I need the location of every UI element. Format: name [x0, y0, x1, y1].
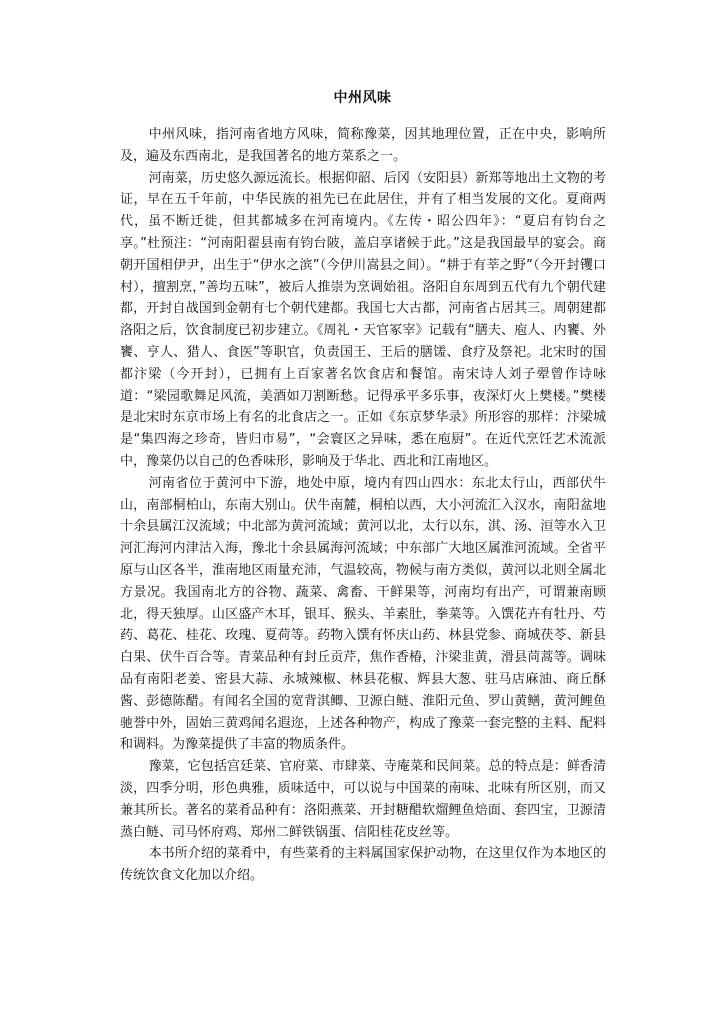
body-text — [120, 124, 606, 887]
paragraph-characteristics: 豫菜，它包括宫廷菜、官府菜、市肆菜、寺庵菜和民间菜。总的特点是：鲜香清淡，四季分明，形色典雅，质味适中，可以说与中国菜的南味、北味有所区别，而又兼其所长。著名的菜肴品种有：洛阳燕菜、开封糖醋软熘鲤鱼焙面、套四宝，卫源清蒸白鲢、司马怀府鸡、郑州二鲜铁锅蛋、信阳桂花皮丝等。 — [120, 759, 606, 840]
paragraph-note: 本书所介绍的菜肴中，有些菜肴的主料属国家保护动物，在这里仅作为本地区的传统饮食文化加以介绍。 — [120, 846, 606, 884]
paragraph-geography: 河南省位于黄河中下游，地处中原，境内有四山四水：东北太行山，西部伏牛山，南部桐柏山，东南大别山。伏牛南麓，桐柏以西，大小河流汇入汉水，南阳盆地十余县属江汉流域；中北部为黄河流域；黄河以北，太行以东，淇、汤、洹等水入卫河汇海河内津沽入海，豫北十余县属海河流域；中东部广大地区属淮河流域。全省平原与山区各半，淮南地区雨量充沛，气温较高，物候与南方类似，黄河以北则全属北方景况。我国南北方的谷物、蔬菜、禽畜、干鲜果等，河南均有出产，可谓兼南顾北，得天独厚。山区盛产木耳，银耳、猴头、羊素肚，拳菜等。入馔花卉有牡丹、芍药、葛花、桂花、玫瑰、夏荷等。药物入馔有怀庆山药、林县党参、商城茯苓、新县白果、伏牛百合等。青菜品种有封丘贡芹，焦作香椿，汴梁韭黄，滑县苘蒿等。调味品有南阳老姜、密县大蒜、永城辣椒、林县花椒、辉县大葱、驻马店麻油、商丘酥酱、彭德陈醋。有闻名全国的宽背淇鲫、卫源白鲢、淮阳元鱼、罗山黄鳝，黄河鲤鱼驰誉中外，固始三黄鸡闻名遐迩，上述各种物产，构成了豫菜一套完整的主料、配料和调料。为豫菜提供了丰富的物质条件。 — [120, 475, 606, 753]
paragraph-history: 河南菜，历史悠久源远流长。根据仰韶、后冈（安阳县）新郑等地出土文物的考证，早在五千年前，中华民族的祖先已在此居住，并有了相当发展的文化。夏商两代，虽不断迁徙，但其都城多在河南境内。《左传・昭公四年》：“夏启有钧台之享。”杜预注：“河南阳翟县南有钧台陂，盖启享诸候于此。”这是我国最早的宴会。商朝开国相伊尹，出生于“伊水之滨”（今伊川嵩县之间）。“耕于有莘之野”（今开封䦆口村），擅割烹，”善均五味”，被后人推崇为烹调始祖。洛阳自东周到五代有九个朝代建都，开封自战国到金朝有七个朝代建都。我国七大古都，河南省占居其三。周朝建都洛阳之后，饮食制度已初步建立。《周礼・天官冢宰》记载有“膳夫、庖人、内饔、外饔、亨人、猎人、食医”等职官，负责国王、王后的膳馐、食疗及祭祀。北宋时的国都汴梁（今开封），已拥有上百家著名饮食店和餐馆。南宋诗人刘子翚曾作诗咏道：“梁园歌舞足风流，美酒如刀割断愁。记得承平多乐事，夜深灯火上樊楼。”樊楼是北宋时东京市场上有名的北食店之一。正如《东京梦华录》所形容的那样：汴梁城是“集四海之珍奇，皆归市易”，“会寰区之异味，悉在庖厨”。在近代烹饪艺术流派中，豫菜仍以自己的色香味形，影响及于华北、西北和江南地区。 — [120, 170, 606, 469]
paragraph-intro: 中州风味，指河南省地方风味，简称豫菜，因其地理位置，正在中央，影响所及，遍及东西南北，是我国著名的地方菜系之一。 — [120, 127, 606, 164]
page-title: 中州风味 — [333, 90, 392, 106]
